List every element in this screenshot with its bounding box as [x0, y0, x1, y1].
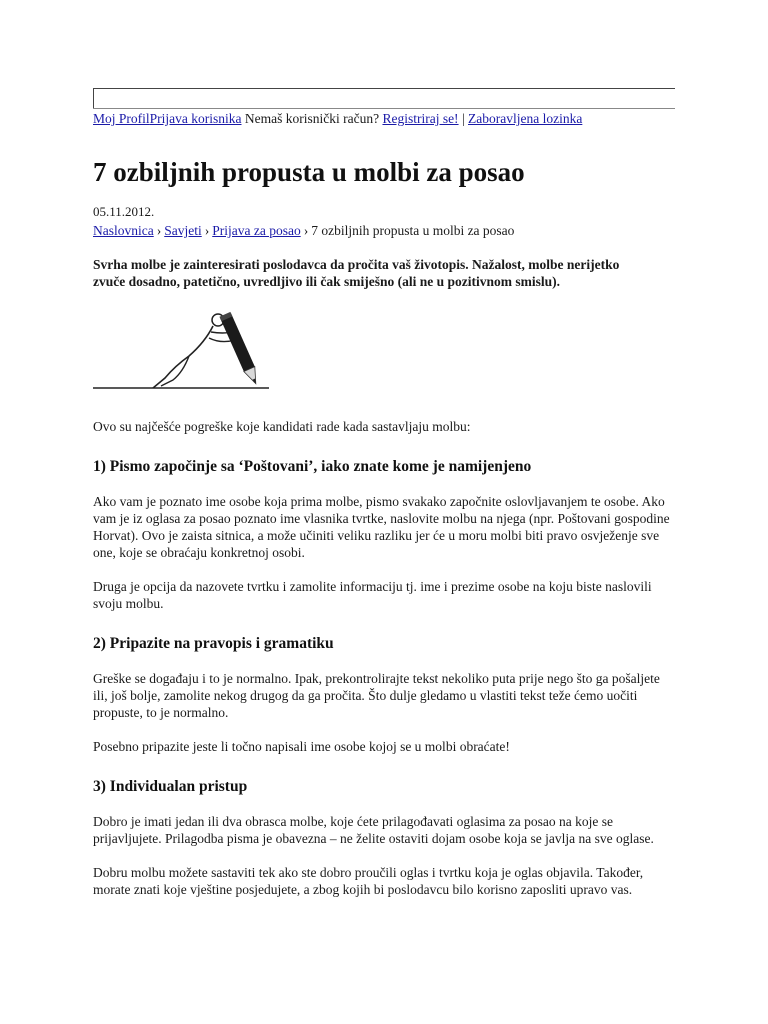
- user-links: [93, 110, 675, 128]
- article-date: 05.11.2012.: [93, 204, 155, 219]
- breadcrumb-separator: ›: [303, 223, 309, 238]
- section-heading: 3) Individualan pristup: [93, 778, 248, 795]
- breadcrumb: [93, 222, 675, 240]
- no-account-text: Nemaš korisnički račun?: [244, 111, 380, 126]
- section-paragraph: Druga je opcija da nazovete tvrtku i zamolite informaciju tj. ime i prezime osobe na koju biste naslovili svoju molbu.: [93, 579, 652, 611]
- links-separator: |: [461, 111, 465, 126]
- article-intro: Ovo su najčešće pogreške koje kandidati rade kada sastavljaju molbu:: [93, 419, 471, 434]
- register-link[interactable]: Registriraj se!: [382, 111, 459, 126]
- login-input[interactable]: [93, 88, 675, 108]
- breadcrumb-home-link[interactable]: Naslovnica: [93, 223, 154, 238]
- pushing-pencil-illustration: [93, 310, 675, 392]
- breadcrumb-separator: ›: [204, 223, 210, 238]
- breadcrumb-savjeti-link[interactable]: Savjeti: [164, 223, 202, 238]
- article-lead: Svrha molbe je zainteresirati poslodavca da pročita vaš životopis. Nažalost, molbe nerijetko zvuče dosadno, patetično, uvredljivo ili čak smiješno (ali ne u pozitivnom smislu).: [93, 257, 620, 289]
- section-paragraph: Dobro je imati jedan ili dva obrasca molbe, koje ćete prilagođavati oglasima za posao na koje se prijavljujete. Prilagodba pisma je obavezna – ne želite ostaviti dojam osobe koja se javlja na sve oglase.: [93, 814, 654, 846]
- moj-profil-link[interactable]: Moj Profil: [93, 111, 150, 126]
- section-paragraph: Posebno pripazite jeste li točno napisali ime osobe kojoj se u molbi obraćate!: [93, 739, 510, 754]
- forgot-password-link[interactable]: Zaboravljena lozinka: [468, 111, 583, 126]
- breadcrumb-separator: ›: [156, 223, 162, 238]
- breadcrumb-prijava-link[interactable]: Prijava za posao: [212, 223, 301, 238]
- page-content: [93, 78, 675, 898]
- breadcrumb-current: 7 ozbiljnih propusta u molbi za posao: [311, 223, 515, 238]
- section-paragraph: Greške se događaju i to je normalno. Ipak, prekontrolirajte tekst nekoliko puta prije nego što ga pošaljete ili, još bolje, zamolite nekog drugog da ga pročita. Što dulje gledamo u vlastiti tekst teže ćemo uočiti propuste, to je normalno.: [93, 671, 660, 720]
- prijava-korisnika-link[interactable]: Prijava korisnika: [149, 111, 242, 126]
- section-paragraph: Ako vam je poznato ime osobe koja prima molbe, pismo svakako započnite oslovljavanjem te osobe. Ako vam je iz oglasa za posao poznato ime vlasnika tvrtke, naslovite molbu na njega (npr. Poštovani gospodine Horvat). Ovo je zaista sitnica, a može učiniti veliku razliku jer će u moru molbi biti pravo osvježenje sve one, koje se obraćaju konkretnoj osobi.: [93, 494, 670, 560]
- login-divider: [93, 108, 675, 109]
- login-form: [93, 78, 675, 110]
- section-heading: 1) Pismo započinje sa ‘Poštovani’, iako znate kome je namijenjeno: [93, 458, 532, 475]
- article-title: 7 ozbiljnih propusta u molbi za posao: [93, 157, 525, 187]
- section-heading: 2) Pripazite na pravopis i gramatiku: [93, 635, 334, 652]
- section-paragraph: Dobru molbu možete sastaviti tek ako ste dobro proučili oglas i tvrtku koja je oglas objavila. Također, morate znati koje vještine posjedujete, a zbog kojih bi poslodavcu bilo korisno zaposliti upravo vas.: [93, 865, 644, 897]
- pencil-figure-icon: [93, 310, 293, 392]
